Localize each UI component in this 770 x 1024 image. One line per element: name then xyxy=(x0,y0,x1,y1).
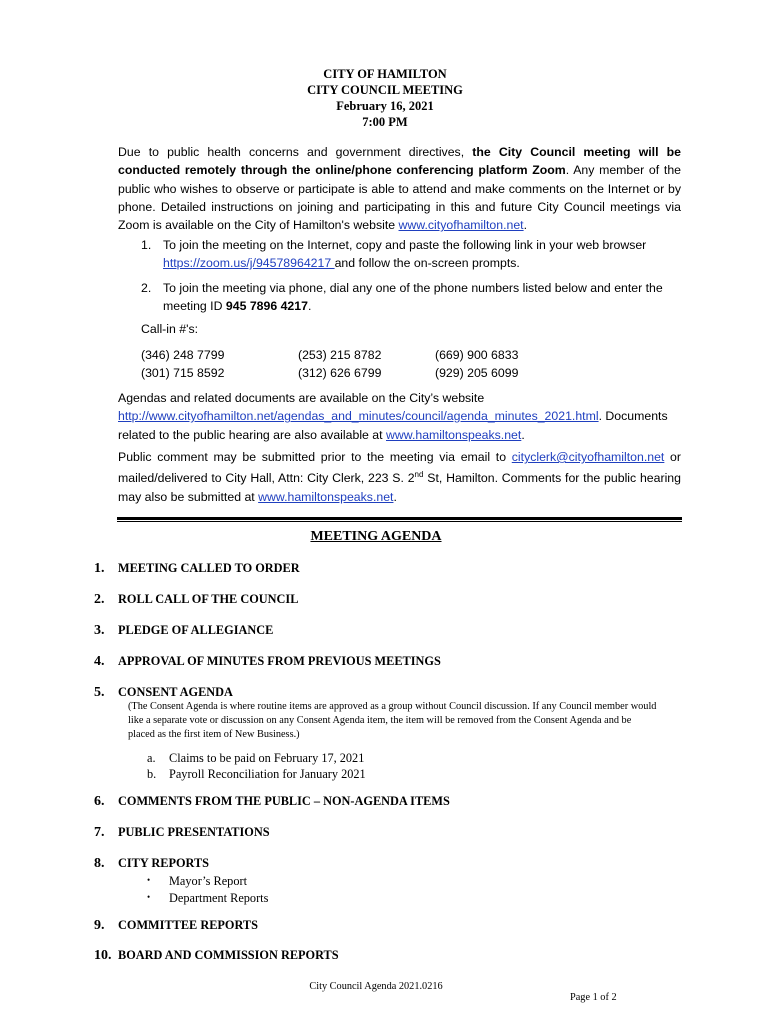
agenda-item-label: PUBLIC PRESENTATIONS xyxy=(118,825,270,839)
city-website-link[interactable]: www.cityofhamilton.net xyxy=(398,218,524,233)
phone-number: (669) 900 6833 xyxy=(435,348,519,362)
subitem-letter: a. xyxy=(147,751,156,765)
agenda-item xyxy=(94,623,273,639)
agenda-item xyxy=(94,948,339,964)
phone-number: (301) 715 8592 xyxy=(141,366,225,380)
zoom-link[interactable]: https://zoom.us/j/94578964217 xyxy=(163,256,335,270)
footer-page-number: Page 1 of 2 xyxy=(570,992,617,1003)
agenda-item-number: 1. xyxy=(94,561,105,576)
callin-label: Call-in #'s: xyxy=(141,322,199,336)
step-text: To join the meeting via phone, dial any one of the phone numbers listed below and enter the meeting ID xyxy=(163,281,663,313)
subitem-text: Claims to be paid on February 17, 2021 xyxy=(169,751,365,765)
meeting-name: CITY COUNCIL MEETING xyxy=(307,83,463,97)
comment-text-cont2: St, Hamilton. Comments for the public hearing may also be submitted at xyxy=(118,471,681,504)
hamiltonspeaks-link[interactable]: www.hamiltonspeaks.net xyxy=(385,427,522,442)
agenda-item xyxy=(94,592,298,608)
agenda-minutes-link[interactable]: http://www.cityofhamilton.net/agendas_and_minutes/council/agenda_minutes_2021.html xyxy=(118,409,599,424)
city-reports-list xyxy=(147,872,268,906)
consent-agenda-note: (The Consent Agenda is where routine items are approved as a group without Council discussion. If any Council member would like a separate vote or discussion on any Consent Agenda item, the item will be removed from the Consent Agenda and be placed as the first item of New Business.) xyxy=(128,701,657,740)
city-name: CITY OF HAMILTON xyxy=(323,67,447,81)
agenda-item-number: 5. xyxy=(94,685,105,700)
intro-text-cont: . Any member of the public who wishes to observe or participate is able to attend and make comments on the Internet or by phone. Detailed instructions on joining and participating in this and future City Council meetings via Zoom is available on the City of Hamilton's website xyxy=(118,163,681,233)
list-item-text: Mayor’s Report xyxy=(169,874,247,888)
phone-number: (253) 215 8782 xyxy=(298,348,382,362)
bullet-icon: • xyxy=(147,875,151,885)
agenda-item xyxy=(94,825,270,841)
step-text-end: and follow the on-screen prompts. xyxy=(334,256,520,270)
consent-subitem xyxy=(147,750,366,766)
agendas-text-end: . xyxy=(521,427,525,442)
agenda-item-label: CITY REPORTS xyxy=(118,856,210,870)
agenda-item-label: ROLL CALL OF THE COUNCIL xyxy=(118,592,299,606)
bullet-icon: • xyxy=(147,892,151,902)
agenda-item-label: BOARD AND COMMISSION REPORTS xyxy=(118,948,339,962)
phone-number: (929) 205 6099 xyxy=(435,366,519,380)
meeting-date: February 16, 2021 xyxy=(336,99,434,113)
step-text: To join the meeting on the Internet, copy and paste the following link in your web browser xyxy=(163,238,647,252)
subitem-text: Payroll Reconciliation for January 2021 xyxy=(169,767,366,781)
phone-number: (346) 248 7799 xyxy=(141,348,225,362)
phone-number: (312) 626 6799 xyxy=(298,366,382,380)
section-divider xyxy=(117,517,682,520)
agenda-item xyxy=(94,654,441,670)
agenda-item-number: 4. xyxy=(94,654,105,669)
agenda-title: MEETING AGENDA xyxy=(310,529,442,544)
agenda-item xyxy=(94,918,258,934)
comment-text: Public comment may be submitted prior to the meeting via email to xyxy=(118,450,512,464)
agendas-text: Agendas and related documents are available on the City’s website xyxy=(118,391,485,405)
ordinal-suffix: nd xyxy=(414,470,424,480)
intro-bold-text: the City Council meeting will be conducted remotely through the online/phone conferencing platform Zoom xyxy=(118,145,682,178)
agenda-item xyxy=(94,794,450,810)
agenda-item-number: 9. xyxy=(94,918,105,933)
document-header xyxy=(0,66,770,130)
footer-doc-id: City Council Agenda 2021.0216 xyxy=(309,981,443,992)
hamiltonspeaks-link[interactable]: www.hamiltonspeaks.net xyxy=(258,489,394,504)
intro-text: Due to public health concerns and government directives, xyxy=(118,145,473,159)
agenda-item xyxy=(94,561,300,577)
agenda-item-number: 7. xyxy=(94,825,105,840)
meeting-id: 945 7896 4217 xyxy=(225,299,308,313)
step-number: 2. xyxy=(141,281,152,295)
agenda-item-label: MEETING CALLED TO ORDER xyxy=(118,561,300,575)
list-item xyxy=(147,889,268,906)
agenda-item-label: COMMENTS FROM THE PUBLIC – NON-AGENDA ITEMS xyxy=(118,794,450,808)
list-item xyxy=(147,872,268,889)
step-text-end: . xyxy=(307,299,312,313)
agenda-item-label: APPROVAL OF MINUTES FROM PREVIOUS MEETINGS xyxy=(118,654,441,668)
list-item-text: Department Reports xyxy=(169,891,269,905)
comment-text-end: . xyxy=(393,489,397,504)
cityclerk-email-link[interactable]: cityclerk@cityofhamilton.net xyxy=(511,450,665,464)
agenda-item-number: 3. xyxy=(94,623,105,638)
agenda-item xyxy=(94,856,209,872)
agenda-item-label: CONSENT AGENDA xyxy=(118,685,233,699)
public-comment-paragraph xyxy=(118,448,681,506)
intro-paragraph xyxy=(118,143,681,234)
subitem-letter: b. xyxy=(147,767,157,781)
agenda-item-number: 2. xyxy=(94,592,105,607)
agenda-item-number: 8. xyxy=(94,856,105,871)
section-divider-thin xyxy=(117,521,682,522)
comment-text-cont: or mailed/delivered to City Hall, Attn: City Clerk, 223 S. 2 xyxy=(118,450,681,486)
consent-subitem xyxy=(147,766,366,782)
agenda-item-number: 10. xyxy=(94,948,112,963)
agenda-item-label: COMMITTEE REPORTS xyxy=(118,918,258,932)
agenda-item-number: 6. xyxy=(94,794,105,809)
agendas-text-cont: . Documents related to the public hearing are also available at xyxy=(118,409,668,442)
agendas-paragraph xyxy=(118,389,681,444)
intro-end: . xyxy=(523,218,528,233)
step-number: 1. xyxy=(141,238,152,252)
agenda-item-label: PLEDGE OF ALLEGIANCE xyxy=(118,623,274,637)
consent-subitems xyxy=(147,750,366,782)
meeting-time: 7:00 PM xyxy=(362,115,408,129)
agenda-item xyxy=(94,685,233,701)
